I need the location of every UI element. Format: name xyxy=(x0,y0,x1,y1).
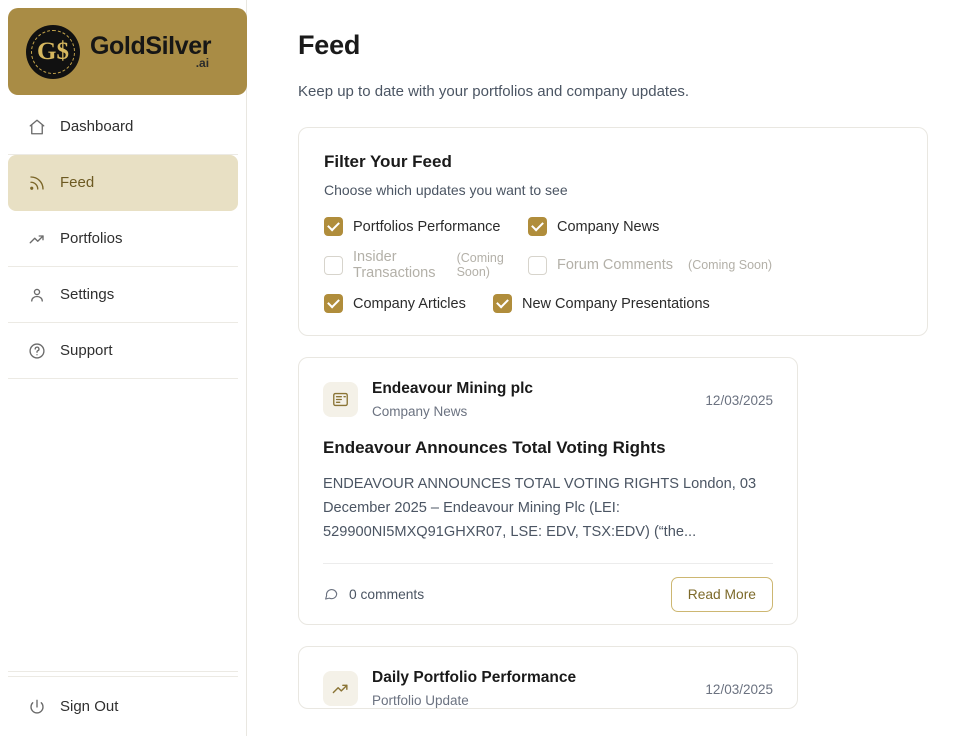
sidebar-item-label: Portfolios xyxy=(60,230,123,247)
trending-up-icon xyxy=(323,671,358,706)
rss-icon xyxy=(28,174,46,192)
filter-title: Filter Your Feed xyxy=(324,152,452,171)
sidebar-item-label: Support xyxy=(60,342,113,359)
brand-logo-banner[interactable] xyxy=(8,8,247,95)
feed-item-body: ENDEAVOUR ANNOUNCES TOTAL VOTING RIGHTS London, 03 December 2025 – Endeavour Mining Plc (LEI: 529900NI5MXQ91GHXR07, LSE: EDV, TSX:EDV) (“the... xyxy=(323,476,757,540)
sidebar-item-dashboard[interactable] xyxy=(8,99,238,155)
sidebar-item-support[interactable] xyxy=(8,323,238,379)
newspaper-icon xyxy=(323,382,358,417)
brand-suffix: .ai xyxy=(195,56,210,71)
goldsilver-logo-icon: G$ xyxy=(26,25,80,79)
feed-item-date: 12/03/2025 xyxy=(705,682,773,698)
sign-out-label: Sign Out xyxy=(60,698,119,715)
brand-name: GoldSilver xyxy=(90,31,212,60)
checkbox-company-articles[interactable] xyxy=(324,294,479,313)
power-icon xyxy=(28,698,46,716)
feed-item-type: Portfolio Update xyxy=(372,693,469,709)
page-title: Feed xyxy=(298,30,361,60)
checkbox-checked-icon xyxy=(528,217,547,236)
feed-item-card[interactable] xyxy=(298,646,798,709)
checkbox-checked-icon xyxy=(324,294,343,313)
checkbox-label: Forum Comments xyxy=(557,257,674,273)
checkbox-company-news[interactable] xyxy=(528,217,659,236)
sidebar-item-portfolios[interactable] xyxy=(8,211,238,267)
checkbox-checked-icon xyxy=(493,294,512,313)
sidebar-nav xyxy=(4,99,242,379)
sidebar-item-feed[interactable] xyxy=(8,155,238,211)
comment-icon xyxy=(323,586,339,602)
home-icon xyxy=(28,118,46,136)
feed-item-type: Company News xyxy=(372,404,468,419)
feed-item-meta xyxy=(372,380,533,419)
sign-out-button[interactable] xyxy=(8,676,238,736)
filter-options xyxy=(324,217,902,313)
checkbox-label: Company Articles xyxy=(353,295,466,312)
checkbox-new-company-presentations[interactable] xyxy=(493,294,710,313)
checkbox-unchecked-icon xyxy=(324,256,343,275)
help-circle-icon xyxy=(28,342,46,360)
checkbox-forum-comments xyxy=(528,256,772,275)
sidebar-item-label: Settings xyxy=(60,286,115,303)
feed-item-title: Endeavour Announces Total Voting Rights xyxy=(323,438,666,457)
comment-count-label: 0 comments xyxy=(349,586,425,602)
sidebar-item-label: Dashboard xyxy=(60,118,134,135)
checkbox-label: Company News xyxy=(557,218,660,235)
sidebar xyxy=(0,0,247,736)
feed-item-header xyxy=(323,380,773,419)
user-icon xyxy=(28,286,46,304)
checkbox-label: New Company Presentations xyxy=(522,295,710,312)
filter-feed-card xyxy=(298,127,928,336)
sidebar-item-label: Feed xyxy=(60,174,95,191)
filter-row-2 xyxy=(324,249,902,281)
feed-item-date: 12/03/2025 xyxy=(705,393,773,408)
feed-item-meta xyxy=(372,669,576,708)
coming-soon-note: (Coming Soon) xyxy=(688,258,773,272)
filter-row-1 xyxy=(324,217,902,236)
page-subtitle: Keep up to date with your portfolios and company updates. xyxy=(298,83,690,100)
checkbox-insider-transactions xyxy=(324,249,514,281)
sidebar-spacer xyxy=(8,383,238,672)
feed-item-source: Endeavour Mining plc xyxy=(372,380,534,397)
checkbox-portfolios-performance[interactable] xyxy=(324,217,514,236)
feed-item-source: Daily Portfolio Performance xyxy=(372,669,577,687)
checkbox-label: Portfolios Performance xyxy=(353,218,501,235)
checkbox-unchecked-icon xyxy=(528,256,547,275)
read-more-button[interactable]: Read More xyxy=(671,577,773,612)
brand-text xyxy=(90,33,211,70)
coming-soon-note: (Coming Soon) xyxy=(456,251,504,279)
feed-item-card[interactable] xyxy=(298,357,798,625)
filter-row-3 xyxy=(324,294,902,313)
sidebar-item-settings[interactable] xyxy=(8,267,238,323)
filter-subtitle: Choose which updates you want to see xyxy=(324,182,568,198)
feed-item-header xyxy=(323,669,773,708)
main-content xyxy=(247,0,961,736)
checkbox-label: Insider Transactions xyxy=(353,249,436,281)
trending-up-icon xyxy=(28,230,46,248)
feed-item-comments[interactable] xyxy=(323,586,424,602)
checkbox-checked-icon xyxy=(324,217,343,236)
feed-item-footer xyxy=(323,563,773,624)
